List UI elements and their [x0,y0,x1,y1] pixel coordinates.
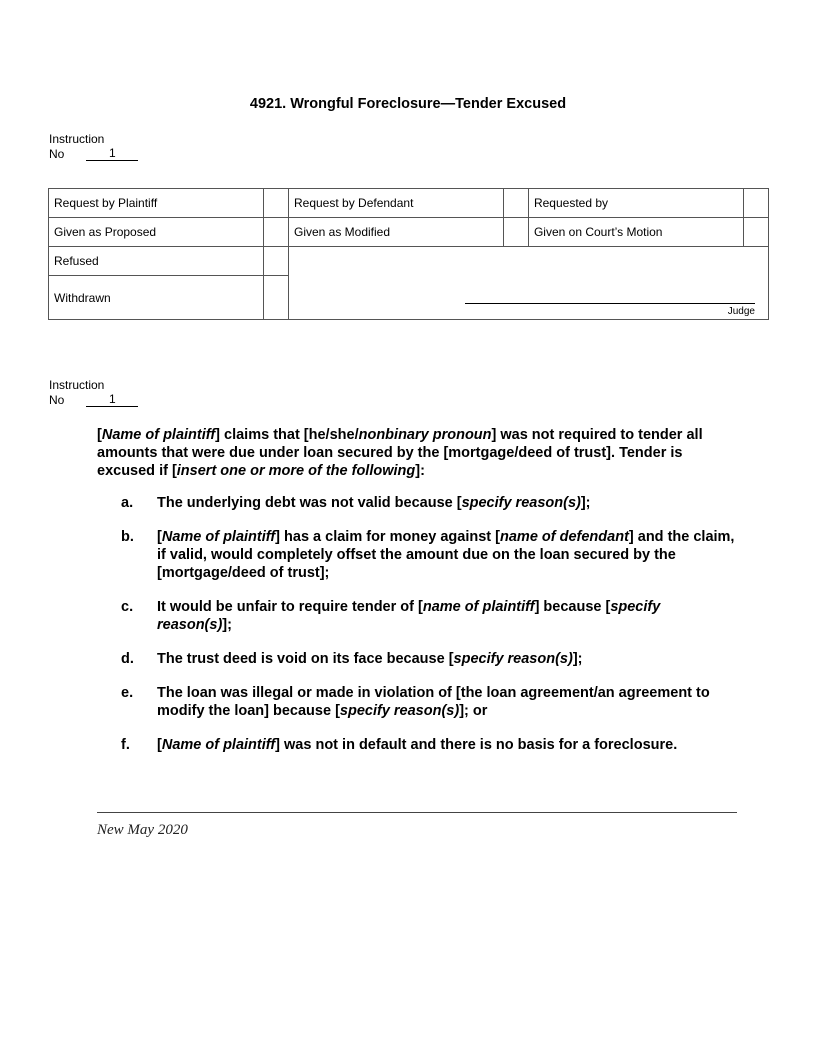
instruction-no-label: No [49,146,65,161]
list-item: d. The trust deed is void on its face because [specify reason(s)]; [121,651,583,667]
given-as-proposed-checkbox[interactable] [263,218,288,247]
refused-label: Refused [49,247,264,276]
judge-signature-area [288,247,768,320]
withdrawn-label: Withdrawn [49,276,264,320]
page-title: 4921. Wrongful Foreclosure—Tender Excused [249,96,567,112]
element-list [97,494,737,754]
instruction-block [49,132,138,161]
list-item: a. The underlying debt was not valid because [specify reason(s)]; [121,495,591,511]
footer-note: New May 2020 [97,822,188,838]
list-item: e. The loan was illegal or made in violation of [the loan agreement/an agreement to modify the loan] because [specify reason(s)]; or [121,685,710,719]
instruction-number: 1 [86,147,138,162]
given-on-courts-motion-checkbox[interactable] [743,218,768,247]
withdrawn-checkbox[interactable] [263,276,288,320]
list-item: c. It would be unfair to require tender of [name of plaintiff] because [specify reason(s)]; [121,599,661,633]
list-item: b. [Name of plaintiff] has a claim for money against [name of defendant] and the claim, if valid, would completely offset the amount due on the loan secured by the [mortgage/deed of trust]; [121,529,735,581]
requested-by-checkbox[interactable] [743,189,768,218]
instruction-body [97,426,737,770]
request-by-defendant-label: Request by Defendant [288,189,503,218]
given-as-proposed-label: Given as Proposed [49,218,264,247]
judge-signature-line[interactable] [465,303,755,304]
given-as-modified-label: Given as Modified [288,218,503,247]
given-on-courts-motion-label: Given on Court’s Motion [528,218,743,247]
requested-by-label: Requested by [528,189,743,218]
request-by-defendant-checkbox[interactable] [503,189,528,218]
instruction-label: Instruction [49,132,105,146]
request-by-plaintiff-label: Request by Plaintiff [49,189,264,218]
instruction-number: 1 [86,393,138,408]
given-as-modified-checkbox[interactable] [503,218,528,247]
request-by-plaintiff-checkbox[interactable] [263,189,288,218]
intro-paragraph: [Name of plaintiff] claims that [he/she/nonbinary pronoun] was not required to tender all amounts that were due under loan secured by the [mortgage/deed of trust]. Tender is excused if [insert one or more of the following]: [97,427,703,479]
footer-divider [97,812,737,813]
refused-checkbox[interactable] [263,247,288,276]
list-item: f. [Name of plaintiff] was not in default and there is no basis for a foreclosure. [121,737,678,753]
instruction-no-label: No [49,392,65,407]
judge-label: Judge [727,306,755,317]
request-table [48,188,769,320]
instruction-label: Instruction [49,378,105,392]
instruction-block [49,378,138,407]
